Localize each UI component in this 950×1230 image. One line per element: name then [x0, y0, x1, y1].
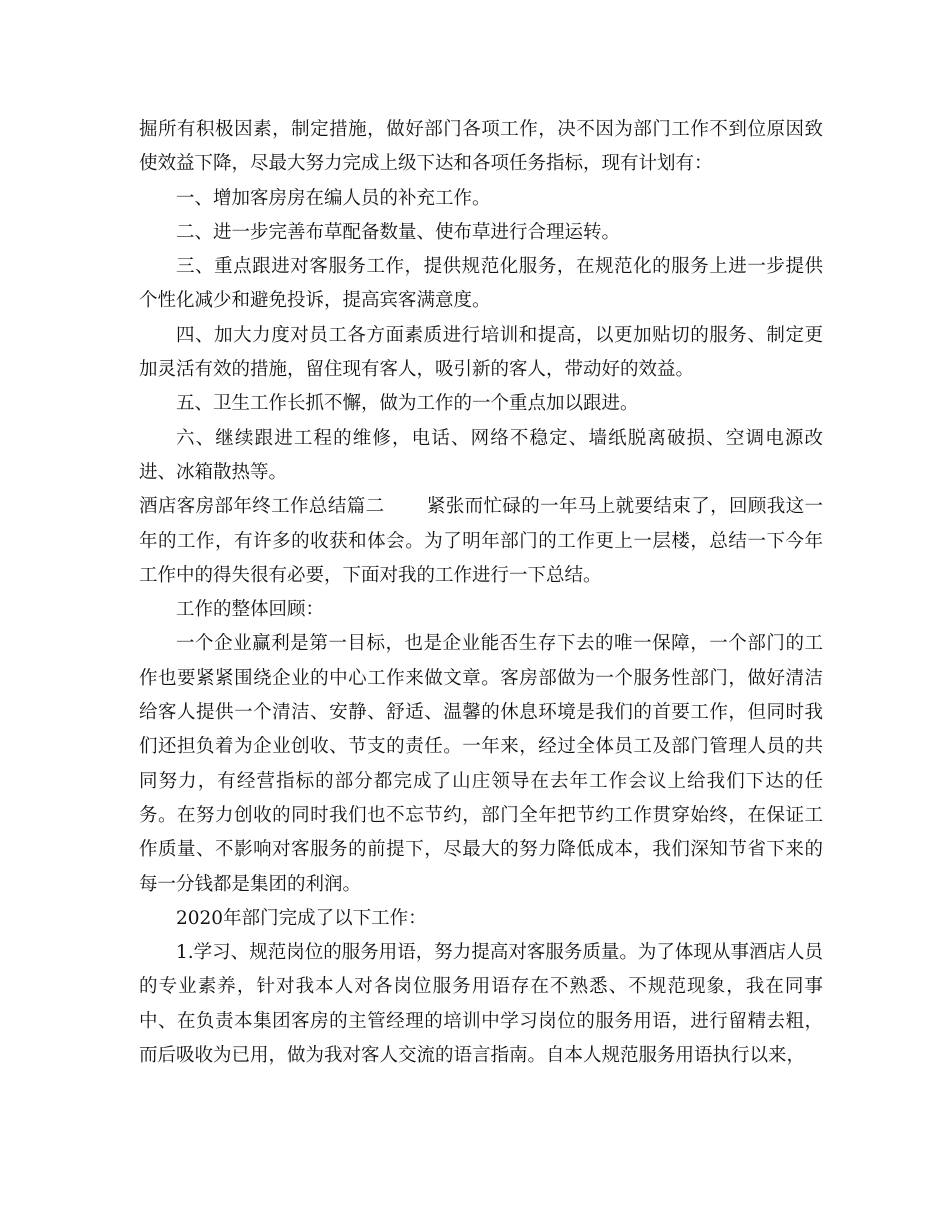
paragraph-intro-continued: 掘所有积极因素，制定措施，做好部门各项工作，决不因为部门工作不到位原因致使效益下降，尽最大努力完成上级下达和各项任务指标，现有计划有： [139, 119, 823, 175]
section-two-paragraph [139, 490, 823, 593]
plan-item-5: 五、卫生工作长抓不懈，做为工作的一个重点加以跟进。 [176, 393, 639, 415]
section-two-intro: 紧张而忙碌的一年马上就要结束了，回顾我这一年的工作，有许多的收获和体会。为了明年部门的工作更上一层楼，总结一下今年工作中的得失很有必要，下面对我的工作进行一下总结。 [139, 496, 823, 586]
plan-item-6: 六、继续跟进工程的维修，电话、网络不稳定、墙纸脱离破损、空调电源改进、冰箱散热等。 [139, 427, 823, 483]
completed-work-item-1: 1.学习、规范岗位的服务用语，努力提高对客服务质量。为了体现从事酒店人员的专业素养，针对我本人对各岗位服务用语存在不熟悉、不规范现象，我在同事中、在负责本集团客房的主管经理的培训中学习岗位的服务用语，进行留精去粗，而后吸收为已用，做为我对客人交流的语言指南。自本人规范服务用语执行以来， [139, 942, 823, 1067]
section-two-title: 酒店客房部年终工作总结篇二 [139, 496, 385, 518]
plan-item-3: 三、重点跟进对客服务工作，提供规范化服务，在规范化的服务上进一步提供个性化减少和避免投诉，提高宾客满意度。 [139, 256, 823, 312]
plan-item-2: 二、进一步完善布草配备数量、使布草进行合理运转。 [176, 221, 621, 243]
overall-review-heading: 工作的整体回顾： [176, 599, 325, 621]
document-body [139, 113, 823, 1073]
completed-work-heading: 2020年部门完成了以下工作： [176, 907, 427, 929]
plan-item-4: 四、加大力度对员工各方面素质进行培训和提高，以更加贴切的服务、制定更加灵活有效的措施，留住现有客人，吸引新的客人，带动好的效益。 [139, 324, 823, 381]
overall-review-paragraph: 一个企业赢利是第一目标，也是企业能否生存下去的唯一保障，一个部门的工作也要紧紧围绕企业的中心工作来做文章。客房部做为一个服务性部门，做好清洁给客人提供一个清洁、安静、舒适、温馨的休息环境是我们的首要工作，但同时我们还担负着为企业创收、节支的责任。一年来，经过全体员工及部门管理人员的共同努力，有经营指标的部分都完成了山庄领导在去年工作会议上给我们下达的任务。在努力创收的同时我们也不忘节约，部门全年把节约工作贯穿始终，在保证工作质量、不影响对客服务的前提下，尽最大的努力降低成本，我们深知节省下来的每一分钱都是集团的利润。 [139, 633, 823, 895]
plan-item-1: 一、增加客房房在编人员的补充工作。 [176, 187, 491, 209]
